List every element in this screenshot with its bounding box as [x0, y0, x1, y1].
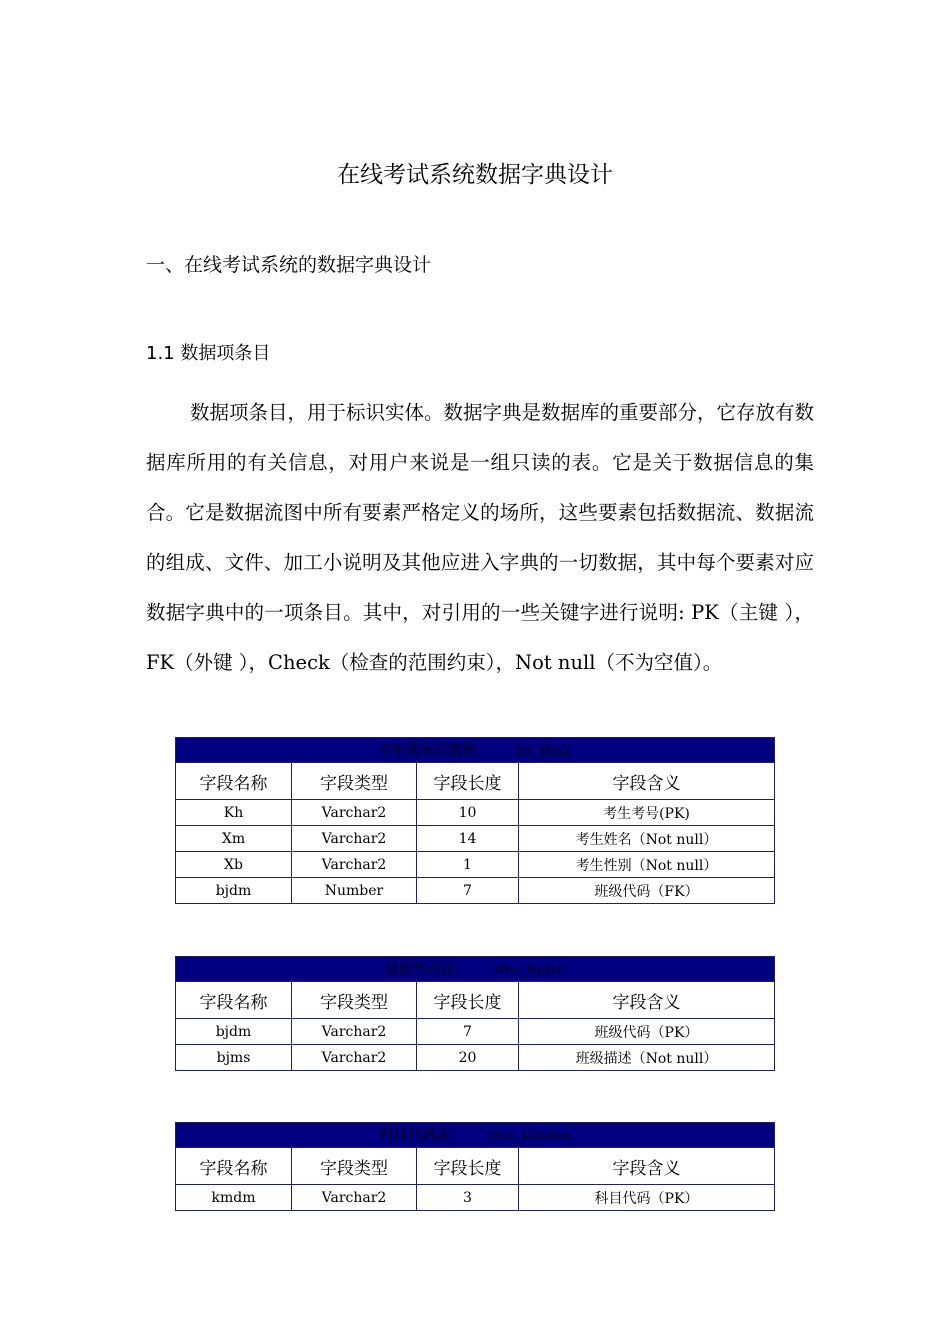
- table-cell: bjdm: [176, 878, 292, 904]
- table-cell: bjms: [176, 1045, 292, 1071]
- table-cell: 7: [417, 878, 519, 904]
- table-cell: 班级代码（FK）: [519, 878, 775, 904]
- document-title: 在线考试系统数据字典设计: [337, 162, 613, 188]
- header-cell: 字段类型: [292, 1148, 417, 1185]
- table-cell: 班级描述（Not null）: [519, 1045, 775, 1071]
- subsection-heading: 1.1 数据项条目: [146, 343, 271, 364]
- header-cell: 字段类型: [292, 982, 417, 1019]
- table-row: [176, 800, 775, 826]
- header-cell: 字段长度: [417, 763, 519, 800]
- table-dm-bjdm: [175, 956, 775, 1071]
- header-cell: 字段含义: [519, 982, 775, 1019]
- table-cell: 14: [417, 826, 519, 852]
- table-cell: 考生性别（Not null）: [519, 852, 775, 878]
- table-cell: Varchar2: [292, 1019, 417, 1045]
- table-row: [176, 878, 775, 904]
- header-cell: 字段含义: [519, 1148, 775, 1185]
- table-caption: [176, 738, 775, 763]
- table-cell: 班级代码（PK）: [519, 1019, 775, 1045]
- caption-code: ks_jbxx: [515, 743, 573, 759]
- header-cell: 字段类型: [292, 763, 417, 800]
- table-cell: Varchar2: [292, 1185, 417, 1211]
- table-row: [176, 1019, 775, 1045]
- table-caption-row: [176, 957, 775, 982]
- table-cell: kmdm: [176, 1185, 292, 1211]
- caption-label: 考生基本信息表：: [377, 743, 490, 759]
- section-heading: 一、在线考试系统的数据字典设计: [146, 254, 432, 276]
- body-paragraph: 数据项条目，用于标识实体。数据字典是数据库的重要部分，它存放有数据库所用的有关信息，对用户来说是一组只读的表。它是关于数据信息的集合。它是数据流图中所有要素严格定义的场所，这些要素包括数据流、数据流的组成、文件、加工小说明及其他应进入字典的一切数据，其中每个要素对应数据字典中的一项条目。其中，对引用的一些关键字进行说明: PK（主键 ），FK（外键 ），Check（检查的范围约束），Not null（不为空值）。: [146, 401, 815, 674]
- table-cell: 科目代码（PK）: [519, 1185, 775, 1211]
- caption-code: dm_bjdm: [494, 962, 566, 978]
- table-cell: Varchar2: [292, 826, 417, 852]
- header-cell: 字段名称: [176, 982, 292, 1019]
- table-cell: 考生考号(PK): [519, 800, 775, 826]
- table-row: [176, 1185, 775, 1211]
- table-row: [176, 826, 775, 852]
- header-cell: 字段长度: [417, 1148, 519, 1185]
- table-cell: 考生姓名（Not null）: [519, 826, 775, 852]
- table-caption-row: [176, 738, 775, 763]
- table-row: [176, 852, 775, 878]
- header-cell: 字段名称: [176, 1148, 292, 1185]
- table-cell: Varchar2: [292, 1045, 417, 1071]
- table-row: [176, 1045, 775, 1071]
- table-cell: 3: [417, 1185, 519, 1211]
- table-caption-row: [176, 1123, 775, 1148]
- table-cell: Varchar2: [292, 800, 417, 826]
- table-caption: [176, 1123, 775, 1148]
- table-cell: 20: [417, 1045, 519, 1071]
- table-caption: [176, 957, 775, 982]
- header-cell: 字段含义: [519, 763, 775, 800]
- caption-code: dm_kmdm: [489, 1128, 571, 1144]
- caption-label: 科目代码表：: [379, 1128, 464, 1144]
- table-cell: 10: [417, 800, 519, 826]
- table-header-row: [176, 763, 775, 800]
- table-dm-kmdm: [175, 1122, 775, 1211]
- table-ks-jbxx: [175, 737, 775, 904]
- table-header-row: [176, 1148, 775, 1185]
- header-cell: 字段名称: [176, 763, 292, 800]
- table-header-row: [176, 982, 775, 1019]
- table-cell: 1: [417, 852, 519, 878]
- table-cell: Varchar2: [292, 852, 417, 878]
- table-cell: Xb: [176, 852, 292, 878]
- table-cell: Kh: [176, 800, 292, 826]
- header-cell: 字段长度: [417, 982, 519, 1019]
- table-cell: Number: [292, 878, 417, 904]
- table-cell: Xm: [176, 826, 292, 852]
- table-cell: 7: [417, 1019, 519, 1045]
- table-cell: bjdm: [176, 1019, 292, 1045]
- caption-label: 班级代码表：: [384, 962, 469, 978]
